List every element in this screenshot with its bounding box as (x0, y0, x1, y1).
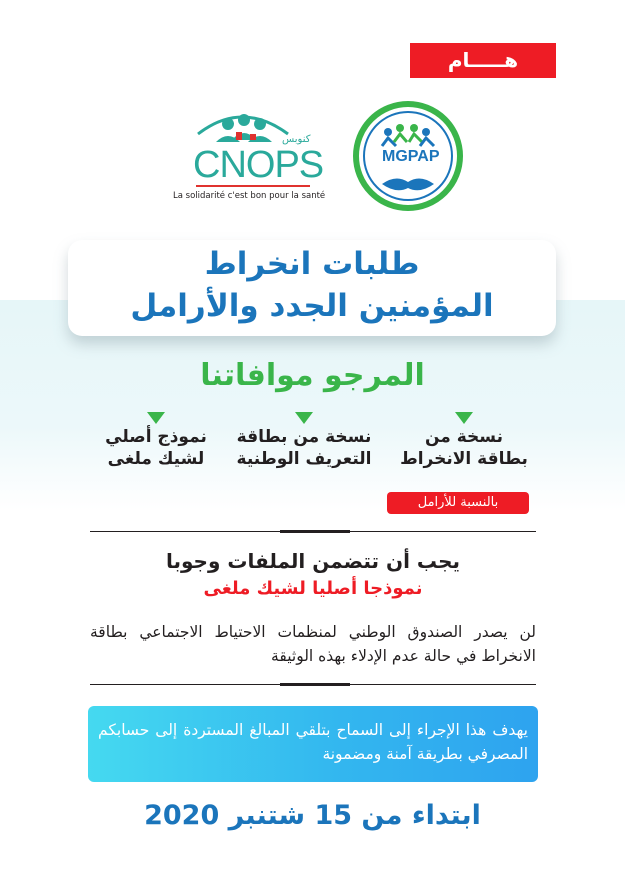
requirement-title: يجب أن تتضمن الملفات وجوبا (165, 549, 460, 573)
requirement-item: نموذجا أصليا لشيك ملغى (203, 578, 423, 599)
document-line-2: بطاقة الانخراط (400, 449, 528, 469)
chevron-down-icon (455, 412, 473, 424)
title-line-1: طلبات انخراط (204, 246, 420, 282)
cnops-tagline: La solidarité c'est bon pour la santé (173, 191, 326, 201)
mgpap-logo (352, 98, 464, 216)
widow-note-badge: بالنسبة للأرامل (387, 492, 529, 514)
document-item (394, 412, 534, 470)
document-item (86, 412, 226, 470)
mgpap-wordmark: MGPAP (382, 148, 440, 165)
info-text: يهدف هذا الإجراء إلى السماح بتلقي المبالغ المستردة إلى حسابكم المصرفي بطريقة آمنة ومضمونة (98, 721, 528, 763)
document-item (234, 412, 374, 470)
chevron-down-icon (147, 412, 165, 424)
cnops-arabic-name: كنوبس (282, 134, 311, 145)
title-line-2: المؤمنين الجدد والأرامل (130, 288, 494, 324)
document-line-1: نسخة من (425, 427, 503, 447)
notice-text: لن يصدر الصندوق الوطني لمنظمات الاحتياط الاجتماعي بطاقة الانخراط في حالة عدم الإدلاء بهذه الوثيقة (90, 623, 536, 665)
cnops-wordmark: CNOPS (193, 144, 324, 186)
document-line-2: التعريف الوطنية (236, 449, 372, 469)
important-label: هـــــام (410, 43, 556, 78)
document-line-1: نموذج أصلي (105, 427, 207, 447)
subtitle: المرجو موافاتنا (200, 358, 425, 393)
title-card (68, 240, 556, 336)
cnops-logo (170, 108, 340, 208)
info-box (88, 706, 538, 782)
divider-accent (280, 683, 350, 686)
divider-accent (280, 530, 350, 533)
document-line-2: لشيك ملغى (107, 449, 205, 469)
document-line-1: نسخة من بطاقة (236, 427, 372, 447)
chevron-down-icon (295, 412, 313, 424)
start-date: ابتداء من 15 شتنبر 2020 (144, 800, 481, 831)
